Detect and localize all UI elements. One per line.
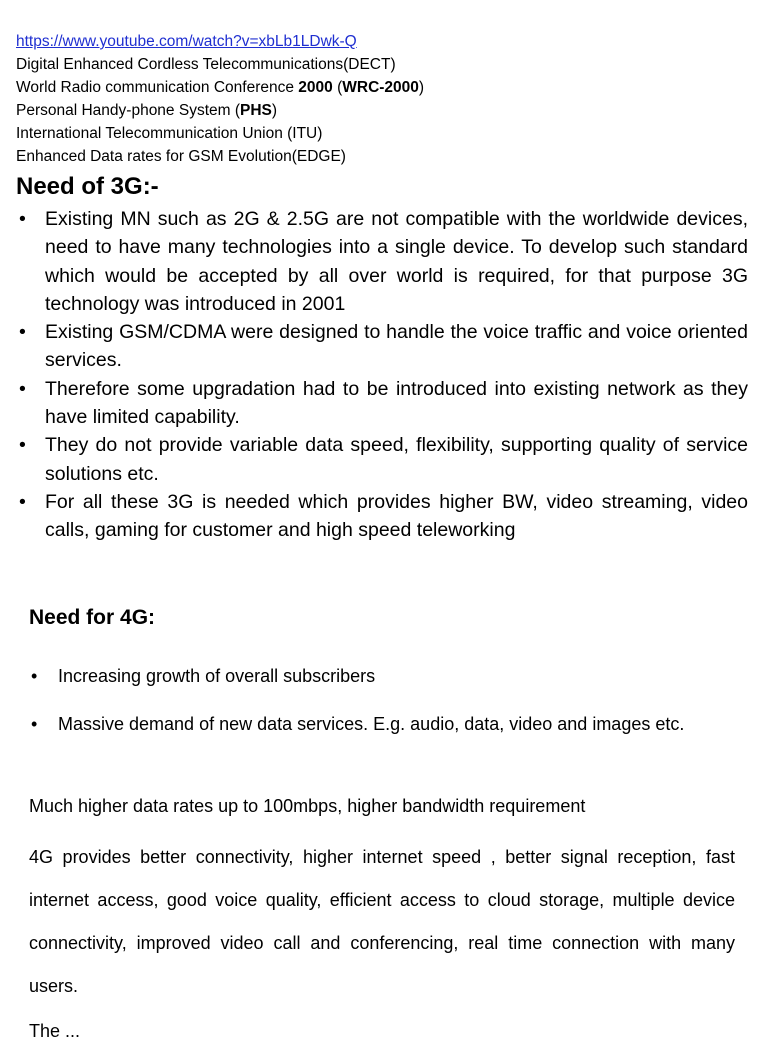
reference-link-line — [16, 30, 756, 53]
youtube-link[interactable]: https://www.youtube.com/watch?v=xbLb1LDwk-Q — [16, 33, 357, 50]
wrc-close: ) — [418, 79, 425, 96]
phs-acronym: PHS — [240, 102, 272, 119]
phs-close: ) — [271, 102, 278, 119]
list-item: • Therefore some upgradation had to be introduced into existing network as they have limited capability. — [16, 375, 748, 432]
benefits-paragraph: 4G provides better connectivity, higher internet speed , better signal reception, fast internet access, good voice quality, efficient access to cloud storage, multiple device connectivity, improved video call and conferencing, real time connection with many users. — [29, 847, 735, 996]
data-rate-paragraph: Much higher data rates up to 100mbps, higher bandwidth requirement — [29, 796, 586, 816]
wrc-year: 2000 — [298, 79, 333, 96]
phs-line — [16, 99, 756, 122]
need-4g-list — [29, 655, 739, 745]
need-4g-heading: Need for 4G: — [29, 606, 156, 629]
list-item: • Existing MN such as 2G & 2.5G are not compatible with the worldwide devices, need to have many technologies into a single device. To develop such standard which would be accepted by all over world is required, for that purpose 3G technology was introduced in 2001 — [16, 205, 748, 318]
list-item: • Massive demand of new data services. E.g. audio, data, video and images etc. — [29, 703, 739, 745]
wrc-prefix: World Radio communication Conference — [16, 79, 299, 96]
list-item: • For all these 3G is needed which provides higher BW, video streaming, video calls, gaming for customer and high speed teleworking — [16, 488, 748, 545]
cut-off-paragraph: The ... — [29, 1021, 81, 1041]
itu-line: International Telecommunication Union (ITU) — [16, 125, 323, 142]
phs-prefix: Personal Handy-phone System ( — [16, 102, 241, 119]
wrc-acronym: WRC-2000 — [342, 79, 419, 96]
need-3g-list — [16, 205, 748, 545]
dect-line: Digital Enhanced Cordless Telecommunications(DECT) — [16, 56, 396, 73]
wrc-line — [16, 76, 756, 99]
wrc-open: ( — [332, 79, 343, 96]
list-item: • Increasing growth of overall subscribers — [29, 655, 739, 697]
list-item: • Existing GSM/CDMA were designed to handle the voice traffic and voice oriented services. — [16, 318, 748, 375]
reference-list — [16, 30, 756, 168]
need-3g-heading: Need of 3G:- — [16, 173, 159, 200]
list-item: • They do not provide variable data speed, flexibility, supporting quality of service solutions etc. — [16, 431, 748, 488]
edge-line: Enhanced Data rates for GSM Evolution(EDGE) — [16, 148, 346, 165]
